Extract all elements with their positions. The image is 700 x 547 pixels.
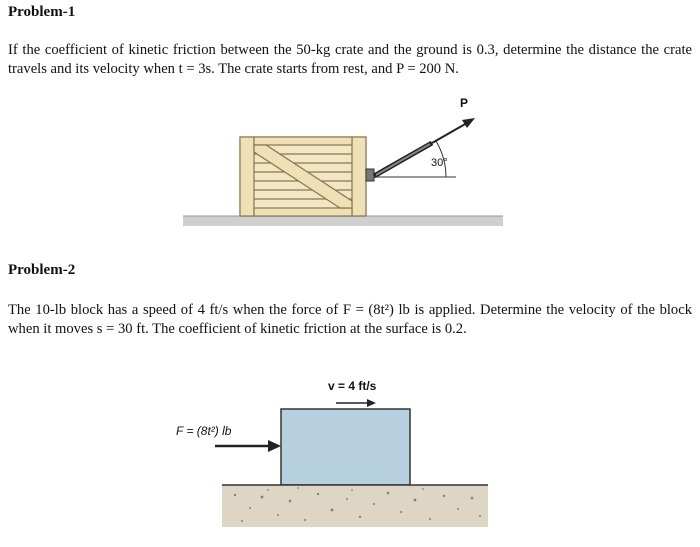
force-arrow	[432, 123, 467, 143]
problem-2-heading: Problem-2	[8, 262, 76, 278]
velocity-label: v = 4 ft/s	[328, 379, 377, 393]
angle-label: 30°	[431, 157, 448, 169]
force-label: P	[460, 96, 469, 110]
problem-2-text: The 10-lb block has a speed of 4 ft/s when the force of F = (8t²) lb is applied. Determine the velocity of the block when it moves s = 30 ft. The coefficient of kinetic friction at the surface is 0.2.	[8, 302, 692, 337]
crate	[240, 137, 366, 216]
crate-hook	[366, 169, 374, 181]
problem-1-heading: Problem-1	[8, 4, 76, 20]
problem-1-text: If the coefficient of kinetic friction between the 50-kg crate and the ground is 0.3, determine the distance the crate travels and its velocity when t = 3s. The crate starts from rest, and P = 200 N.	[8, 42, 692, 77]
force-arrowhead	[462, 118, 475, 128]
ground-surface	[183, 216, 503, 226]
applied-force-label: F = (8t²) lb	[176, 424, 232, 438]
